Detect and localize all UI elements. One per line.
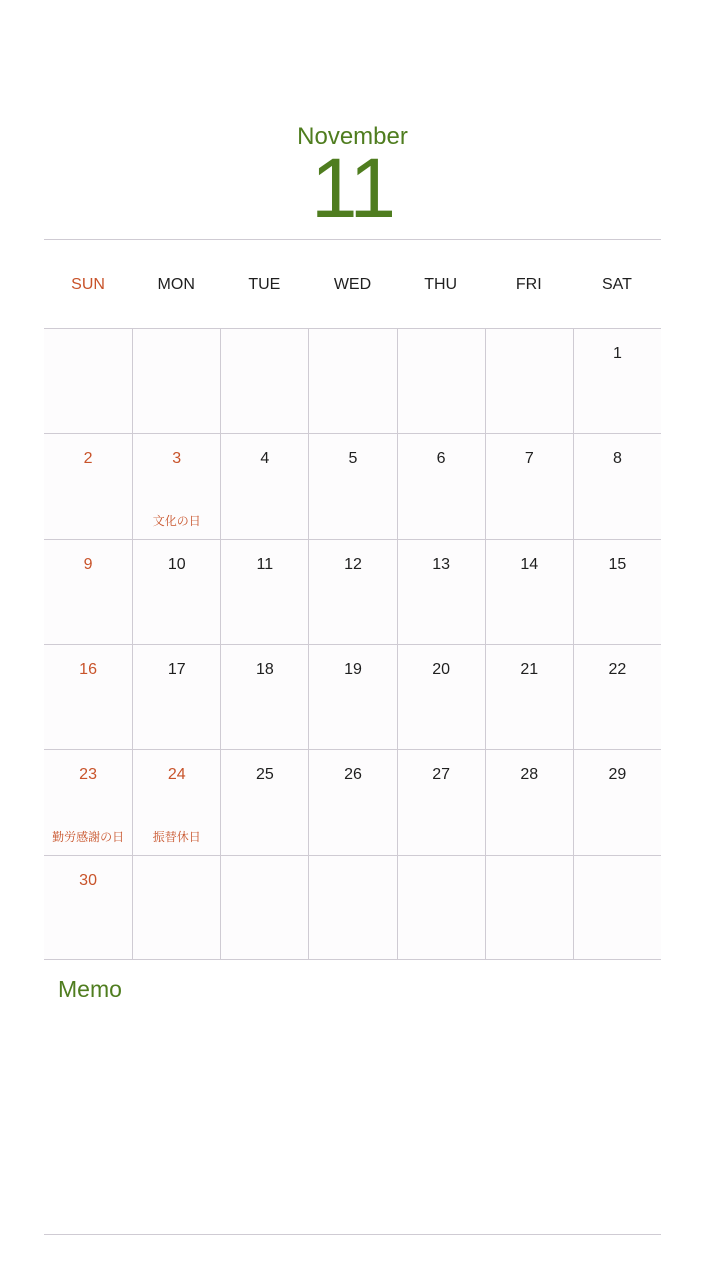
day-number: 18 <box>255 661 274 678</box>
day-number: 9 <box>83 555 93 573</box>
calendar-day-cell[interactable] <box>573 328 661 433</box>
weekday-wed: WED <box>333 276 372 293</box>
calendar-empty-cell <box>485 328 573 433</box>
calendar-day-cell[interactable] <box>44 855 132 960</box>
calendar-empty-cell <box>44 328 132 433</box>
calendar-grid <box>44 328 661 960</box>
day-number: 16 <box>79 661 97 678</box>
calendar-empty-cell <box>132 328 220 433</box>
calendar-day-cell[interactable] <box>573 644 661 749</box>
day-number: 23 <box>79 766 97 784</box>
calendar-day-cell[interactable] <box>308 749 396 854</box>
day-number: 29 <box>608 766 627 784</box>
calendar-day-cell[interactable] <box>220 539 308 644</box>
day-number: 21 <box>520 661 539 678</box>
calendar-day-cell[interactable] <box>44 539 132 644</box>
day-number: 10 <box>167 555 186 573</box>
calendar-day-cell[interactable] <box>397 539 485 644</box>
holiday-name: 振替休日 <box>152 830 201 845</box>
day-number: 30 <box>79 871 97 889</box>
day-number: 17 <box>167 661 186 678</box>
calendar-day-cell[interactable] <box>573 433 661 538</box>
day-number: 4 <box>260 450 270 468</box>
day-number: 12 <box>344 555 362 573</box>
day-number: 27 <box>432 766 451 784</box>
calendar-empty-cell <box>220 328 308 433</box>
calendar-day-cell[interactable] <box>44 644 132 749</box>
day-number: 7 <box>524 450 534 468</box>
calendar-empty-cell <box>132 855 220 960</box>
calendar-day-cell[interactable] <box>220 433 308 538</box>
calendar-day-cell[interactable] <box>132 644 220 749</box>
calendar-empty-cell <box>308 328 396 433</box>
weekday-sat: SAT <box>601 276 632 293</box>
calendar-day-cell[interactable] <box>485 749 573 854</box>
calendar-day-cell[interactable] <box>573 539 661 644</box>
calendar-empty-cell <box>397 855 485 960</box>
memo-label: Memo <box>58 976 122 1002</box>
day-number: 15 <box>608 555 627 573</box>
day-number: 14 <box>520 555 539 573</box>
calendar-empty-cell <box>397 328 485 433</box>
day-number: 26 <box>344 766 362 784</box>
calendar-empty-cell <box>308 855 396 960</box>
day-number: 19 <box>344 661 362 678</box>
calendar-day-cell[interactable] <box>485 644 573 749</box>
day-number: 5 <box>348 450 358 468</box>
holiday-name: 文化の日 <box>152 514 201 529</box>
calendar-day-cell[interactable] <box>397 644 485 749</box>
day-number: 8 <box>612 450 622 468</box>
weekday-sun: SUN <box>71 276 105 293</box>
weekday-tue: TUE <box>248 276 281 293</box>
day-number: 11 <box>256 555 274 573</box>
month-number: 11 <box>310 141 395 235</box>
calendar-day-cell[interactable] <box>132 539 220 644</box>
calendar-day-cell[interactable] <box>132 433 220 538</box>
calendar-day-cell[interactable] <box>44 749 132 854</box>
calendar-day-cell[interactable] <box>397 433 485 538</box>
holiday-name: 勤労感謝の日 <box>52 830 125 845</box>
calendar-day-cell[interactable] <box>485 539 573 644</box>
day-number: 20 <box>432 661 451 678</box>
weekday-mon: MON <box>157 276 195 293</box>
day-number: 2 <box>83 450 93 468</box>
memo-bottom-divider <box>44 1234 661 1235</box>
month-name: November <box>297 123 408 150</box>
calendar-empty-cell <box>485 855 573 960</box>
weekday-thu: THU <box>424 276 458 293</box>
day-number: 24 <box>167 766 186 784</box>
day-number: 28 <box>520 766 539 784</box>
day-number: 6 <box>436 450 446 468</box>
calendar-empty-cell <box>220 855 308 960</box>
calendar-day-cell[interactable] <box>132 749 220 854</box>
day-number: 22 <box>608 661 627 678</box>
calendar-day-cell[interactable] <box>308 644 396 749</box>
day-number: 3 <box>172 450 182 468</box>
weekday-header-row <box>44 240 661 328</box>
calendar-day-cell[interactable] <box>397 749 485 854</box>
day-number: 1 <box>612 345 622 362</box>
calendar-empty-cell <box>573 855 661 960</box>
calendar-day-cell[interactable] <box>573 749 661 854</box>
day-number: 13 <box>432 555 451 573</box>
calendar-day-cell[interactable] <box>220 644 308 749</box>
weekday-fri: FRI <box>515 276 542 293</box>
calendar-day-cell[interactable] <box>485 433 573 538</box>
calendar-day-cell[interactable] <box>44 433 132 538</box>
calendar-day-cell[interactable] <box>220 749 308 854</box>
calendar-day-cell[interactable] <box>308 433 396 538</box>
calendar-day-cell[interactable] <box>308 539 396 644</box>
day-number: 25 <box>255 766 274 784</box>
